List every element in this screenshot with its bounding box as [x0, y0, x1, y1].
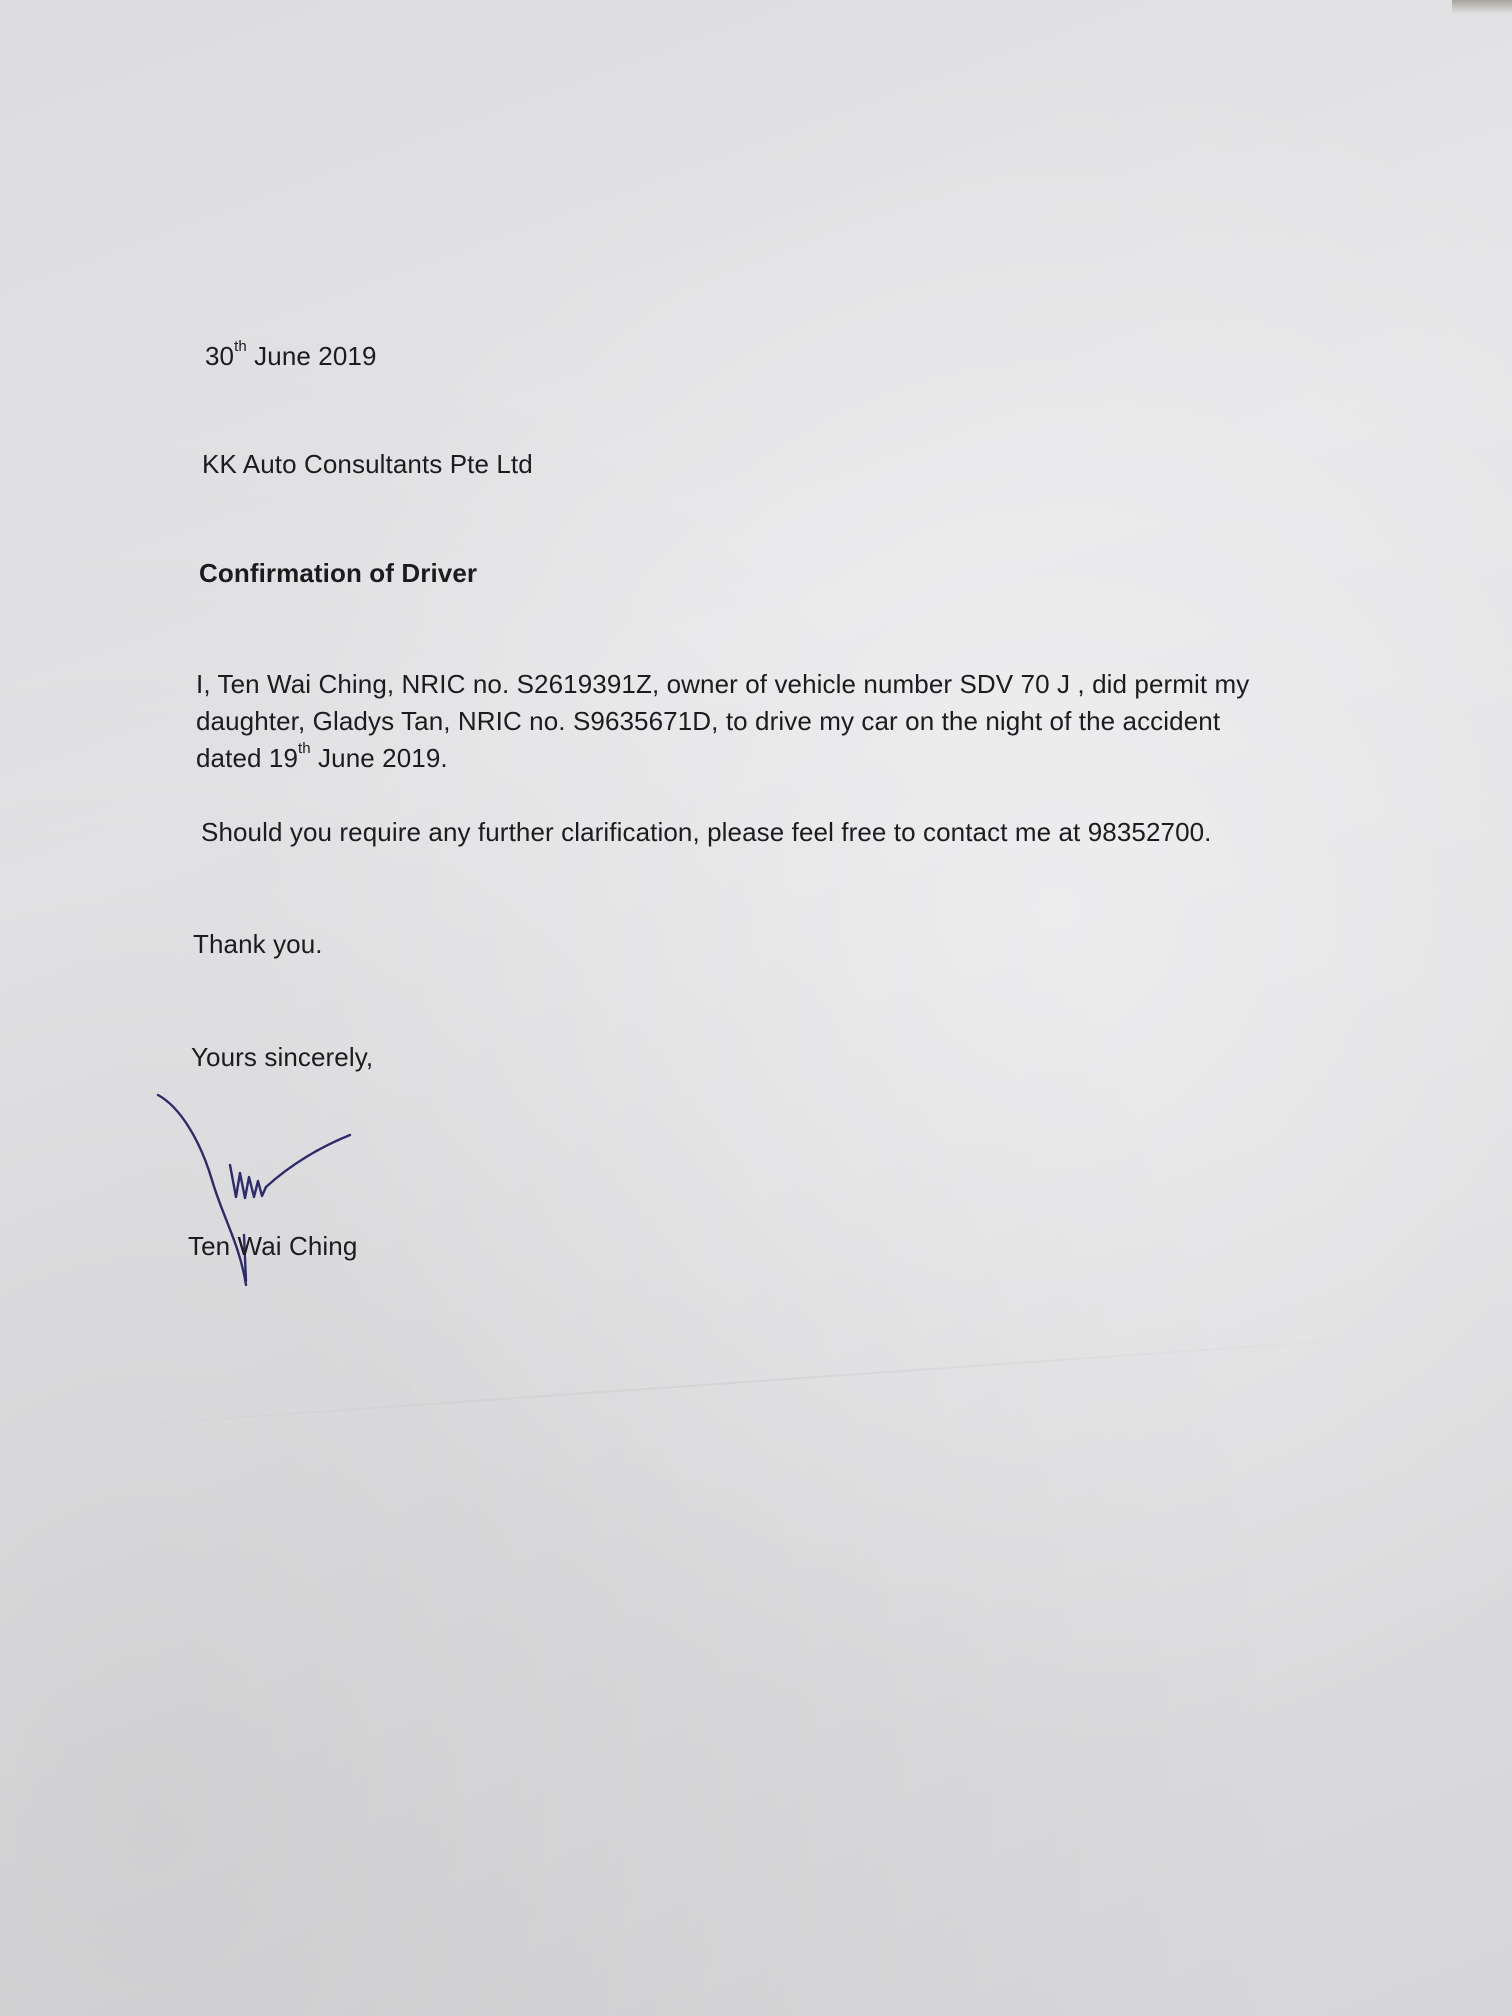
letter-closing: Yours sincerely, — [191, 1042, 374, 1072]
paper-crease — [62, 1331, 1459, 1431]
paragraph-1-line-2: daughter, Gladys Tan, NRIC no. S9635671D, to drive my car on the night of the accident — [196, 706, 1221, 736]
paragraph-1-line-3: dated 19th June 2019. — [196, 740, 448, 773]
letter-body-paragraph-2: Should you require any further clarification, please feel free to contact me at 98352700. — [201, 817, 1212, 847]
letter-body-paragraph-1 — [196, 666, 1249, 777]
letter-date: 30th June 2019 — [205, 338, 377, 371]
letter-subject: Confirmation of Driver — [199, 558, 478, 588]
paragraph-1-line-1: I, Ten Wai Ching, NRIC no. S2619391Z, owner of vehicle number SDV 70 J , did permit my — [196, 669, 1250, 699]
signatory-name: Ten Wai Ching — [188, 1231, 358, 1261]
letter-thanks: Thank you. — [193, 929, 323, 959]
letter-recipient: KK Auto Consultants Pte Ltd — [202, 449, 533, 479]
table-edge-shadow — [1452, 0, 1512, 14]
